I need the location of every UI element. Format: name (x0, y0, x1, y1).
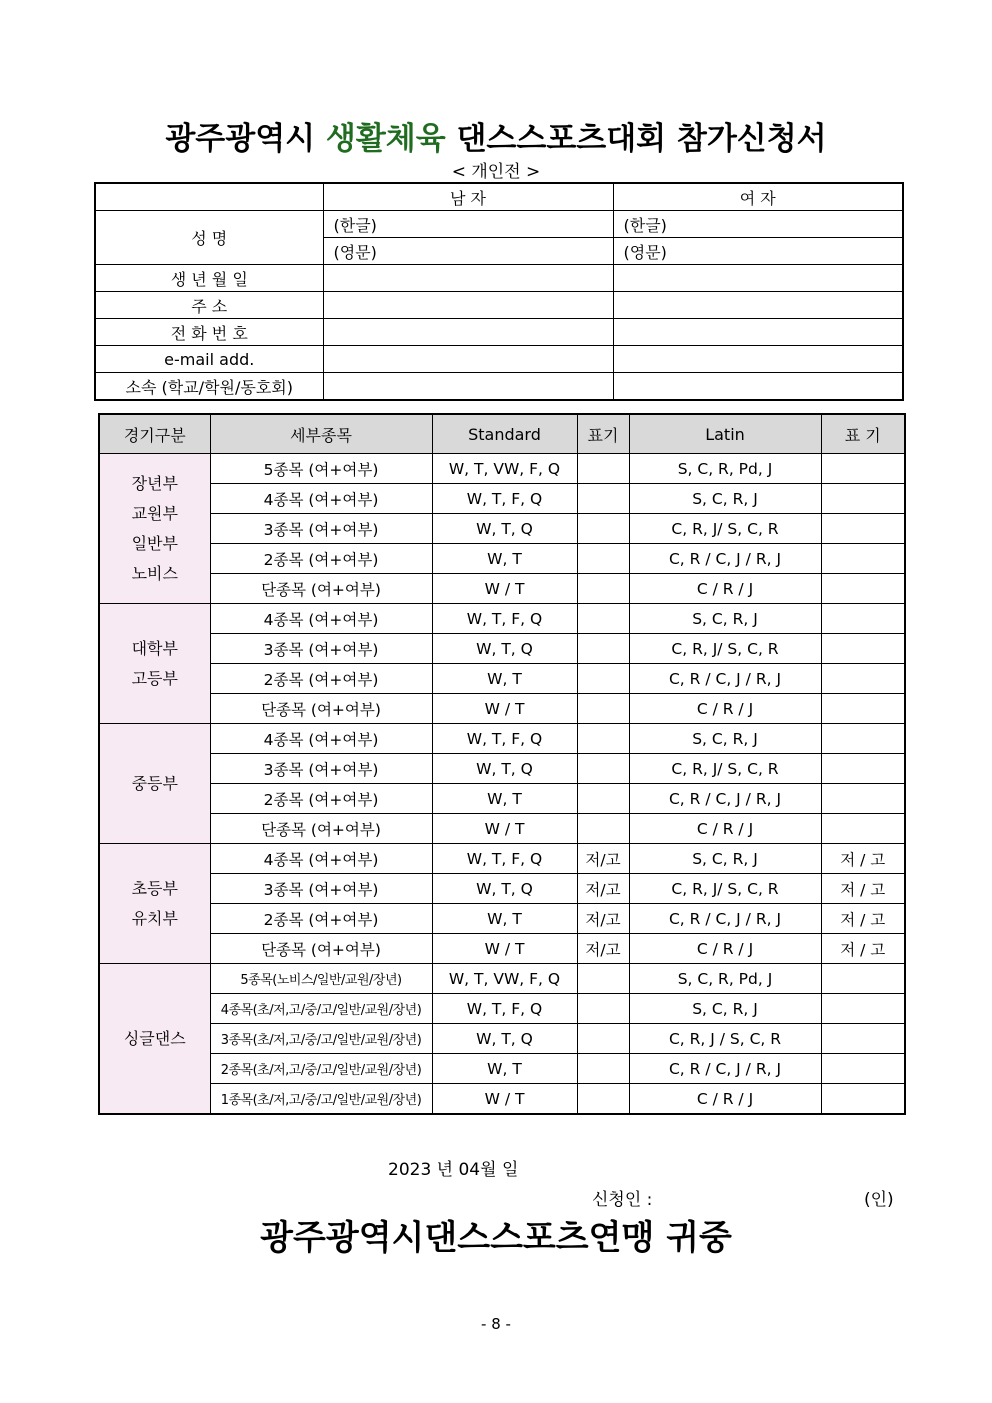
event-name-cell: 5종목(노비스/일반/교원/장년) (210, 964, 432, 994)
male-birthdate-field[interactable] (323, 265, 613, 292)
personal-info-table (94, 182, 904, 401)
table-row (99, 1084, 905, 1115)
latin-mark-cell[interactable]: 저 / 고 (821, 904, 905, 934)
latin-cell: C / R / J (629, 1084, 821, 1115)
standard-cell: W / T (432, 814, 577, 844)
standard-mark-cell[interactable] (577, 1024, 629, 1054)
events-table (98, 413, 906, 1115)
standard-mark-cell[interactable]: 저/고 (577, 904, 629, 934)
standard-cell: W / T (432, 934, 577, 964)
subtitle: < 개인전 > (451, 162, 541, 182)
latin-cell: S, C, R, Pd, J (629, 964, 821, 994)
standard-mark-cell[interactable] (577, 664, 629, 694)
latin-mark-cell[interactable] (821, 454, 905, 484)
latin-mark-cell[interactable] (821, 994, 905, 1024)
standard-mark-cell[interactable] (577, 604, 629, 634)
standard-mark-cell[interactable] (577, 574, 629, 604)
division-cell: 대학부 고등부 (99, 604, 210, 724)
division-cell: 장년부 교원부 일반부 노비스 (99, 454, 210, 604)
name-label: 성 명 (95, 211, 323, 265)
latin-mark-cell[interactable] (821, 784, 905, 814)
standard-cell: W, T (432, 784, 577, 814)
latin-mark-cell[interactable] (821, 664, 905, 694)
latin-cell: S, C, R, J (629, 484, 821, 514)
latin-mark-cell[interactable] (821, 604, 905, 634)
latin-mark-cell[interactable] (821, 1054, 905, 1084)
table-row (99, 904, 905, 934)
event-name-cell: 2종목 (여+여부) (210, 544, 432, 574)
latin-cell: S, C, R, J (629, 844, 821, 874)
female-address-field[interactable] (613, 292, 903, 319)
standard-cell: W / T (432, 1084, 577, 1115)
event-name-cell: 4종목 (여+여부) (210, 844, 432, 874)
event-name-cell: 1종목(초/저,고/중/고/일반/교원/장년) (210, 1084, 432, 1115)
male-email-field[interactable] (323, 346, 613, 373)
page-number: - 8 - (481, 1315, 511, 1333)
latin-cell: C / R / J (629, 694, 821, 724)
latin-cell: C, R / C, J / R, J (629, 544, 821, 574)
standard-cell: W, T (432, 904, 577, 934)
table-row (99, 874, 905, 904)
events-header-row (99, 414, 905, 454)
male-name-english-field[interactable]: (영문) (323, 238, 613, 265)
application-date: 2023 년 04월 일 (388, 1160, 519, 1180)
latin-mark-cell[interactable]: 저 / 고 (821, 844, 905, 874)
page-title (0, 113, 992, 158)
standard-cell: W, T, VW, F, Q (432, 964, 577, 994)
division-cell: 중등부 (99, 724, 210, 844)
latin-cell: S, C, R, J (629, 994, 821, 1024)
table-row (99, 454, 905, 484)
latin-cell: C, R / C, J / R, J (629, 904, 821, 934)
standard-cell: W, T, Q (432, 1024, 577, 1054)
table-row (99, 964, 905, 994)
applicant-label: 신청인 : (592, 1190, 653, 1210)
title-part1: 광주광역시 (165, 121, 316, 157)
table-row (99, 694, 905, 724)
affiliation-label: 소속 (학교/학원/동호회) (95, 373, 323, 401)
latin-cell: C, R, J/ S, C, R (629, 874, 821, 904)
event-name-cell: 단종목 (여+여부) (210, 694, 432, 724)
standard-cell: W / T (432, 574, 577, 604)
latin-cell: C, R / C, J / R, J (629, 664, 821, 694)
latin-cell: C / R / J (629, 814, 821, 844)
header-mark2: 표 기 (821, 414, 905, 454)
standard-mark-cell[interactable] (577, 694, 629, 724)
event-name-cell: 4종목 (여+여부) (210, 604, 432, 634)
standard-mark-cell[interactable] (577, 754, 629, 784)
latin-cell: C / R / J (629, 934, 821, 964)
latin-cell: C, R, J / S, C, R (629, 1024, 821, 1054)
header-standard: Standard (432, 414, 577, 454)
table-row (99, 604, 905, 634)
header-event: 세부종목 (210, 414, 432, 454)
seal-mark: (인) (864, 1190, 894, 1210)
event-name-cell: 단종목 (여+여부) (210, 934, 432, 964)
standard-mark-cell[interactable]: 저/고 (577, 844, 629, 874)
event-name-cell: 2종목 (여+여부) (210, 784, 432, 814)
table-row (99, 574, 905, 604)
latin-mark-cell[interactable] (821, 754, 905, 784)
latin-mark-cell[interactable] (821, 1024, 905, 1054)
latin-cell: S, C, R, J (629, 724, 821, 754)
table-row (99, 484, 905, 514)
female-header: 여 자 (613, 183, 903, 211)
event-name-cell: 2종목 (여+여부) (210, 904, 432, 934)
event-name-cell: 단종목 (여+여부) (210, 574, 432, 604)
latin-mark-cell[interactable] (821, 544, 905, 574)
event-name-cell: 3종목 (여+여부) (210, 874, 432, 904)
event-name-cell: 3종목 (여+여부) (210, 754, 432, 784)
event-name-cell: 4종목(초/저,고/중/고/일반/교원/장년) (210, 994, 432, 1024)
latin-mark-cell[interactable] (821, 814, 905, 844)
standard-cell: W, T, F, Q (432, 844, 577, 874)
latin-mark-cell[interactable] (821, 694, 905, 724)
female-affiliation-field[interactable] (613, 373, 903, 401)
header-mark: 표기 (577, 414, 629, 454)
standard-cell: W, T, Q (432, 754, 577, 784)
latin-cell: C / R / J (629, 574, 821, 604)
table-row (99, 754, 905, 784)
event-name-cell: 4종목 (여+여부) (210, 484, 432, 514)
standard-cell: W, T, Q (432, 874, 577, 904)
standard-mark-cell[interactable] (577, 814, 629, 844)
latin-mark-cell[interactable] (821, 514, 905, 544)
standard-mark-cell[interactable] (577, 514, 629, 544)
table-row (99, 814, 905, 844)
latin-cell: C, R, J/ S, C, R (629, 754, 821, 784)
female-email-field[interactable] (613, 346, 903, 373)
standard-mark-cell[interactable] (577, 484, 629, 514)
title-part3: 댄스스포츠대회 참가신청서 (456, 121, 827, 157)
event-name-cell: 5종목 (여+여부) (210, 454, 432, 484)
standard-mark-cell[interactable] (577, 1054, 629, 1084)
event-name-cell: 2종목 (여+여부) (210, 664, 432, 694)
event-name-cell: 3종목 (여+여부) (210, 514, 432, 544)
standard-mark-cell[interactable] (577, 724, 629, 754)
table-row (99, 664, 905, 694)
latin-mark-cell[interactable] (821, 1084, 905, 1115)
male-phone-field[interactable] (323, 319, 613, 346)
corner-cell (95, 183, 323, 211)
table-row (99, 1024, 905, 1054)
male-name-korean-field[interactable]: (한글) (323, 211, 613, 238)
latin-mark-cell[interactable] (821, 574, 905, 604)
standard-cell: W, T, VW, F, Q (432, 454, 577, 484)
latin-mark-cell[interactable]: 저 / 고 (821, 934, 905, 964)
table-row (99, 934, 905, 964)
latin-cell: S, C, R, Pd, J (629, 454, 821, 484)
division-cell: 초등부 유치부 (99, 844, 210, 964)
standard-cell: W, T (432, 1054, 577, 1084)
standard-mark-cell[interactable] (577, 544, 629, 574)
header-latin: Latin (629, 414, 821, 454)
division-cell: 싱글댄스 (99, 964, 210, 1115)
table-row (99, 544, 905, 574)
latin-mark-cell[interactable] (821, 634, 905, 664)
standard-cell: W, T (432, 544, 577, 574)
standard-cell: W, T, F, Q (432, 724, 577, 754)
table-row (99, 514, 905, 544)
female-name-korean-field[interactable]: (한글) (613, 211, 903, 238)
header-division: 경기구분 (99, 414, 210, 454)
recipient: 광주광역시댄스스포츠연맹 귀중 (260, 1218, 732, 1258)
standard-cell: W, T, F, Q (432, 994, 577, 1024)
female-phone-field[interactable] (613, 319, 903, 346)
standard-cell: W, T, Q (432, 634, 577, 664)
phone-label: 전 화 번 호 (95, 319, 323, 346)
male-header: 남 자 (323, 183, 613, 211)
event-name-cell: 4종목 (여+여부) (210, 724, 432, 754)
latin-cell: S, C, R, J (629, 604, 821, 634)
latin-mark-cell[interactable] (821, 484, 905, 514)
standard-cell: W / T (432, 694, 577, 724)
event-name-cell: 3종목(초/저,고/중/고/일반/교원/장년) (210, 1024, 432, 1054)
title-part2: 생활체육 (325, 121, 446, 157)
latin-mark-cell[interactable] (821, 724, 905, 754)
event-name-cell: 2종목(초/저,고/중/고/일반/교원/장년) (210, 1054, 432, 1084)
event-name-cell: 단종목 (여+여부) (210, 814, 432, 844)
table-row (99, 634, 905, 664)
table-row (99, 844, 905, 874)
table-row (99, 724, 905, 754)
standard-cell: W, T, Q (432, 514, 577, 544)
latin-mark-cell[interactable]: 저 / 고 (821, 874, 905, 904)
standard-mark-cell[interactable] (577, 994, 629, 1024)
female-name-english-field[interactable]: (영문) (613, 238, 903, 265)
male-address-field[interactable] (323, 292, 613, 319)
female-birthdate-field[interactable] (613, 265, 903, 292)
standard-mark-cell[interactable]: 저/고 (577, 934, 629, 964)
table-row (99, 1054, 905, 1084)
latin-cell: C, R / C, J / R, J (629, 1054, 821, 1084)
latin-cell: C, R, J/ S, C, R (629, 514, 821, 544)
standard-mark-cell[interactable] (577, 964, 629, 994)
latin-mark-cell[interactable] (821, 964, 905, 994)
standard-cell: W, T, F, Q (432, 604, 577, 634)
standard-mark-cell[interactable] (577, 1084, 629, 1115)
standard-cell: W, T, F, Q (432, 484, 577, 514)
address-label: 주 소 (95, 292, 323, 319)
male-affiliation-field[interactable] (323, 373, 613, 401)
table-row (99, 784, 905, 814)
event-name-cell: 3종목 (여+여부) (210, 634, 432, 664)
table-row (99, 994, 905, 1024)
latin-cell: C, R / C, J / R, J (629, 784, 821, 814)
standard-mark-cell[interactable] (577, 634, 629, 664)
birthdate-label: 생 년 월 일 (95, 265, 323, 292)
latin-cell: C, R, J/ S, C, R (629, 634, 821, 664)
standard-mark-cell[interactable]: 저/고 (577, 874, 629, 904)
standard-mark-cell[interactable] (577, 454, 629, 484)
standard-cell: W, T (432, 664, 577, 694)
email-label: e-mail add. (95, 346, 323, 373)
standard-mark-cell[interactable] (577, 784, 629, 814)
